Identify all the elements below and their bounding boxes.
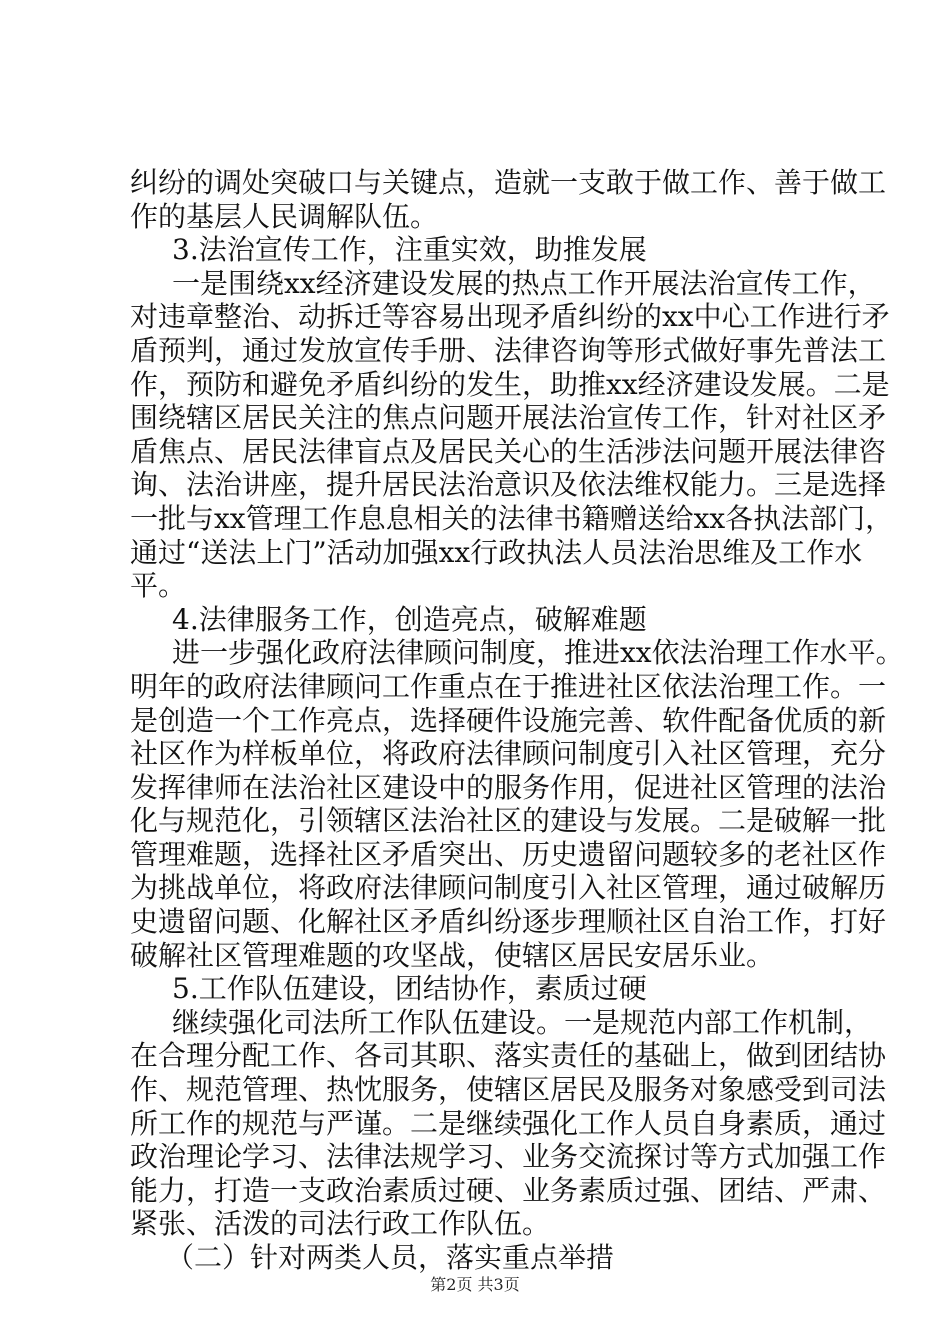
text-line: 纠纷的调处突破口与关键点，造就一支敢于做工作、善于做工 bbox=[130, 166, 887, 199]
text-line: 是创造一个工作亮点，选择硬件设施完善、软件配备优质的新 bbox=[130, 703, 887, 737]
text-line: 一批与xx管理工作息息相关的法律书籍赠送给xx各执法部门， bbox=[130, 501, 894, 535]
section-heading: 3.法治宣传工作，注重实效，助推发展 bbox=[172, 233, 647, 267]
text-line: 作，预防和避免矛盾纠纷的发生，助推xx经济建设发展。二是 bbox=[130, 367, 890, 401]
text-line: 紧张、活泼的司法行政工作队伍。 bbox=[130, 1207, 551, 1241]
page-number-label: 第2页 共3页 bbox=[430, 1275, 520, 1294]
text-line: 管理难题，选择社区矛盾突出、历史遗留问题较多的老社区作 bbox=[130, 837, 887, 871]
text-line: 继续强化司法所工作队伍建设。一是规范内部工作机制， bbox=[172, 1005, 873, 1039]
text-line: 对违章整治、动拆迁等容易出现矛盾纠纷的xx中心工作进行矛 bbox=[130, 300, 890, 334]
page-footer bbox=[0, 1272, 950, 1295]
text-line: 作的基层人民调解队伍。 bbox=[130, 199, 439, 233]
section-heading: 5.工作队伍建设，团结协作，素质过硬 bbox=[172, 972, 647, 1006]
text-line: 通过“送法上门”活动加强xx行政执法人员法治思维及工作水 bbox=[130, 535, 863, 569]
text-line: 在合理分配工作、各司其职、落实责任的基础上，做到团结协 bbox=[130, 1039, 887, 1073]
text-line: 平。 bbox=[130, 569, 187, 603]
text-line: 发挥律师在法治社区建设中的服务作用，促进社区管理的法治 bbox=[130, 770, 887, 804]
text-line: 史遗留问题、化解社区矛盾纠纷逐步理顺社区自治工作，打好 bbox=[130, 905, 887, 939]
section-heading: 4.法律服务工作，创造亮点，破解难题 bbox=[172, 602, 647, 636]
text-line: 政治理论学习、法律法规学习、业务交流探讨等方式加强工作 bbox=[130, 1140, 887, 1174]
text-line: 为挑战单位，将政府法律顾问制度引入社区管理，通过破解历 bbox=[130, 871, 887, 905]
text-line: 所工作的规范与严谨。二是继续强化工作人员自身素质，通过 bbox=[130, 1106, 887, 1140]
document-body bbox=[130, 166, 904, 1275]
text-line: 社区作为样板单位，将政府法律顾问制度引入社区管理，充分 bbox=[130, 737, 887, 771]
text-line: 化与规范化，引领辖区法治社区的建设与发展。二是破解一批 bbox=[130, 804, 887, 838]
text-line: 作、规范管理、热忱服务，使辖区居民及服务对象感受到司法 bbox=[130, 1073, 887, 1107]
text-line: 破解社区管理难题的攻坚战，使辖区居民安居乐业。 bbox=[130, 938, 775, 972]
text-line: 盾焦点、居民法律盲点及居民关心的生活涉法问题开展法律咨 bbox=[130, 434, 887, 468]
section-heading: （二）针对两类人员，落实重点举措 bbox=[166, 1241, 615, 1274]
text-line: 能力，打造一支政治素质过硬、业务素质过强、团结、严肃、 bbox=[130, 1173, 887, 1207]
text-line: 盾预判，通过发放宣传手册、法律咨询等形式做好事先普法工 bbox=[130, 333, 887, 367]
text-line: 进一步强化政府法律顾问制度，推进xx依法治理工作水平。 bbox=[172, 636, 904, 670]
text-line: 围绕辖区居民关注的焦点问题开展法治宣传工作，针对社区矛 bbox=[130, 401, 887, 435]
text-line: 询、法治讲座，提升居民法治意识及依法维权能力。三是选择 bbox=[130, 468, 887, 502]
text-line: 明年的政府法律顾问工作重点在于推进社区依法治理工作。一 bbox=[130, 669, 887, 703]
text-line: 一是围绕xx经济建设发展的热点工作开展法治宣传工作， bbox=[172, 266, 876, 300]
